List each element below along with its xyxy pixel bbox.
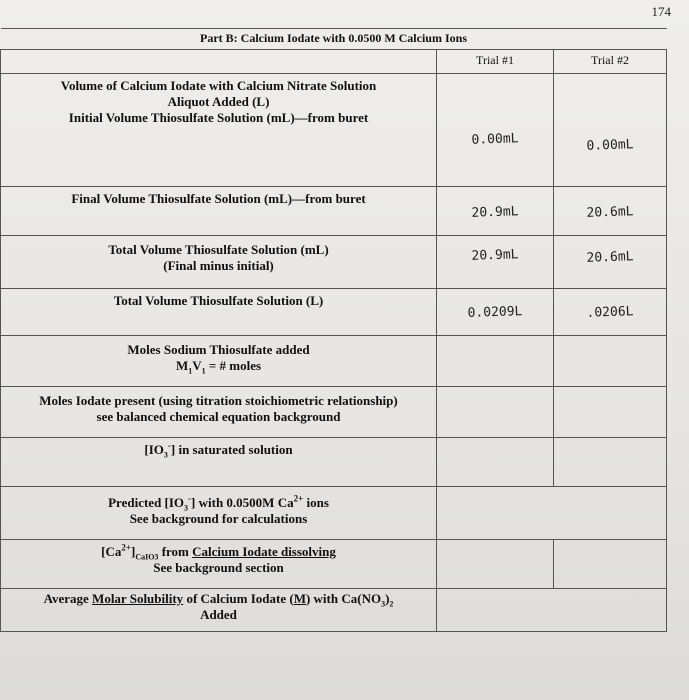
label-calcium-conc-cell [1, 540, 437, 589]
predicted-iodate-value-cell[interactable] [437, 487, 667, 540]
label-average-solubility-line1: Average Molar Solubility of Calcium Iodate (M) with $Ca(NO_3)_2$ [43, 591, 394, 609]
page-number: 174 [651, 4, 671, 19]
label-moles-thiosulfate-line2: $M_1V_1$ = # moles [175, 358, 262, 376]
label-moles-thiosulfate-cell [1, 336, 437, 387]
header-blank-cell [1, 50, 437, 74]
label-average-solubility-line2: Added [200, 607, 237, 622]
label-total-volume-ml-line1: Total Volume Thiosulfate Solution (mL) [108, 242, 329, 257]
trial2-total-volume-ml-cell [554, 236, 667, 289]
trial1-calcium-conc-cell[interactable] [437, 540, 554, 589]
label-predicted-iodate-line1: Predicted $[IO_3^-]$ with 0.0500M $Ca^{2+}$ ions [108, 493, 329, 513]
label-initial-volume: Initial Volume Thiosulfate Solution (mL)—from buret [68, 110, 369, 125]
trial-1-header: Trial #1 [437, 50, 554, 74]
trial1-total-volume-l-cell [437, 289, 554, 336]
label-volume-aliquot-line2: Aliquot Added (L) [167, 94, 270, 109]
trial-2-header: Trial #2 [554, 50, 667, 74]
trial2-iodate-conc-cell[interactable] [554, 438, 667, 487]
table-title: Part B: Calcium Iodate with 0.0500 M Calcium Ions [1, 29, 667, 50]
trial1-total-volume-l: 0.0209L [467, 304, 523, 321]
label-average-solubility-cell [1, 589, 437, 632]
trial2-moles-thiosulfate-cell[interactable] [554, 336, 667, 387]
label-moles-iodate-cell [1, 387, 437, 438]
trial2-moles-iodate-cell[interactable] [554, 387, 667, 438]
label-moles-thiosulfate-line1: Moles Sodium Thiosulfate added [127, 342, 310, 357]
label-final-volume: Final Volume Thiosulfate Solution (mL)—from buret [71, 191, 366, 206]
label-calcium-conc-line2: See background section [153, 560, 284, 575]
trial2-initial-volume-cell [554, 74, 667, 187]
trial1-total-volume-ml: 20.9mL [471, 247, 519, 264]
label-total-volume-l-cell [1, 289, 437, 336]
calcium-iodate-table [0, 28, 667, 632]
label-volume-and-initial [1, 74, 437, 187]
label-predicted-iodate-cell [1, 487, 437, 540]
label-iodate-conc-cell [1, 438, 437, 487]
trial1-initial-volume-cell [437, 74, 554, 187]
trial2-final-volume-cell [554, 187, 667, 236]
trial2-total-volume-l: .0206L [586, 304, 634, 321]
trial2-calcium-conc-cell[interactable] [554, 540, 667, 589]
trial2-total-volume-l-cell [554, 289, 667, 336]
trial1-moles-thiosulfate-cell[interactable] [437, 336, 554, 387]
trial1-final-volume-cell [437, 187, 554, 236]
data-table-container [0, 28, 666, 632]
label-moles-iodate-line2: see balanced chemical equation background [96, 409, 341, 424]
trial1-initial-volume: 0.00mL [471, 131, 519, 148]
trial2-final-volume: 20.6mL [586, 204, 634, 221]
label-total-volume-ml-line2: (Final minus initial) [163, 258, 274, 273]
label-iodate-conc: $[IO_3^-]$ in saturated solution [144, 440, 293, 460]
average-solubility-value-cell[interactable] [437, 589, 667, 632]
label-volume-aliquot-line1: Volume of Calcium Iodate with Calcium Nitrate Solution [60, 78, 377, 93]
label-final-volume-cell [1, 187, 437, 236]
trial1-total-volume-ml-cell [437, 236, 554, 289]
label-predicted-iodate-line2: See background for calculations [129, 511, 308, 526]
trial1-moles-iodate-cell[interactable] [437, 387, 554, 438]
trial1-final-volume: 20.9mL [471, 204, 519, 221]
trial1-iodate-conc-cell[interactable] [437, 438, 554, 487]
trial2-initial-volume: 0.00mL [586, 137, 634, 154]
label-moles-iodate-line1: Moles Iodate present (using titration stoichiometric relationship) [39, 393, 398, 408]
trial2-total-volume-ml: 20.6mL [586, 249, 634, 266]
label-total-volume-ml-cell [1, 236, 437, 289]
label-total-volume-l: Total Volume Thiosulfate Solution (L) [113, 293, 324, 308]
label-calcium-conc-line1: $[Ca^{2+}]_{CaIO3}$ from Calcium Iodate dissolving [101, 542, 336, 562]
